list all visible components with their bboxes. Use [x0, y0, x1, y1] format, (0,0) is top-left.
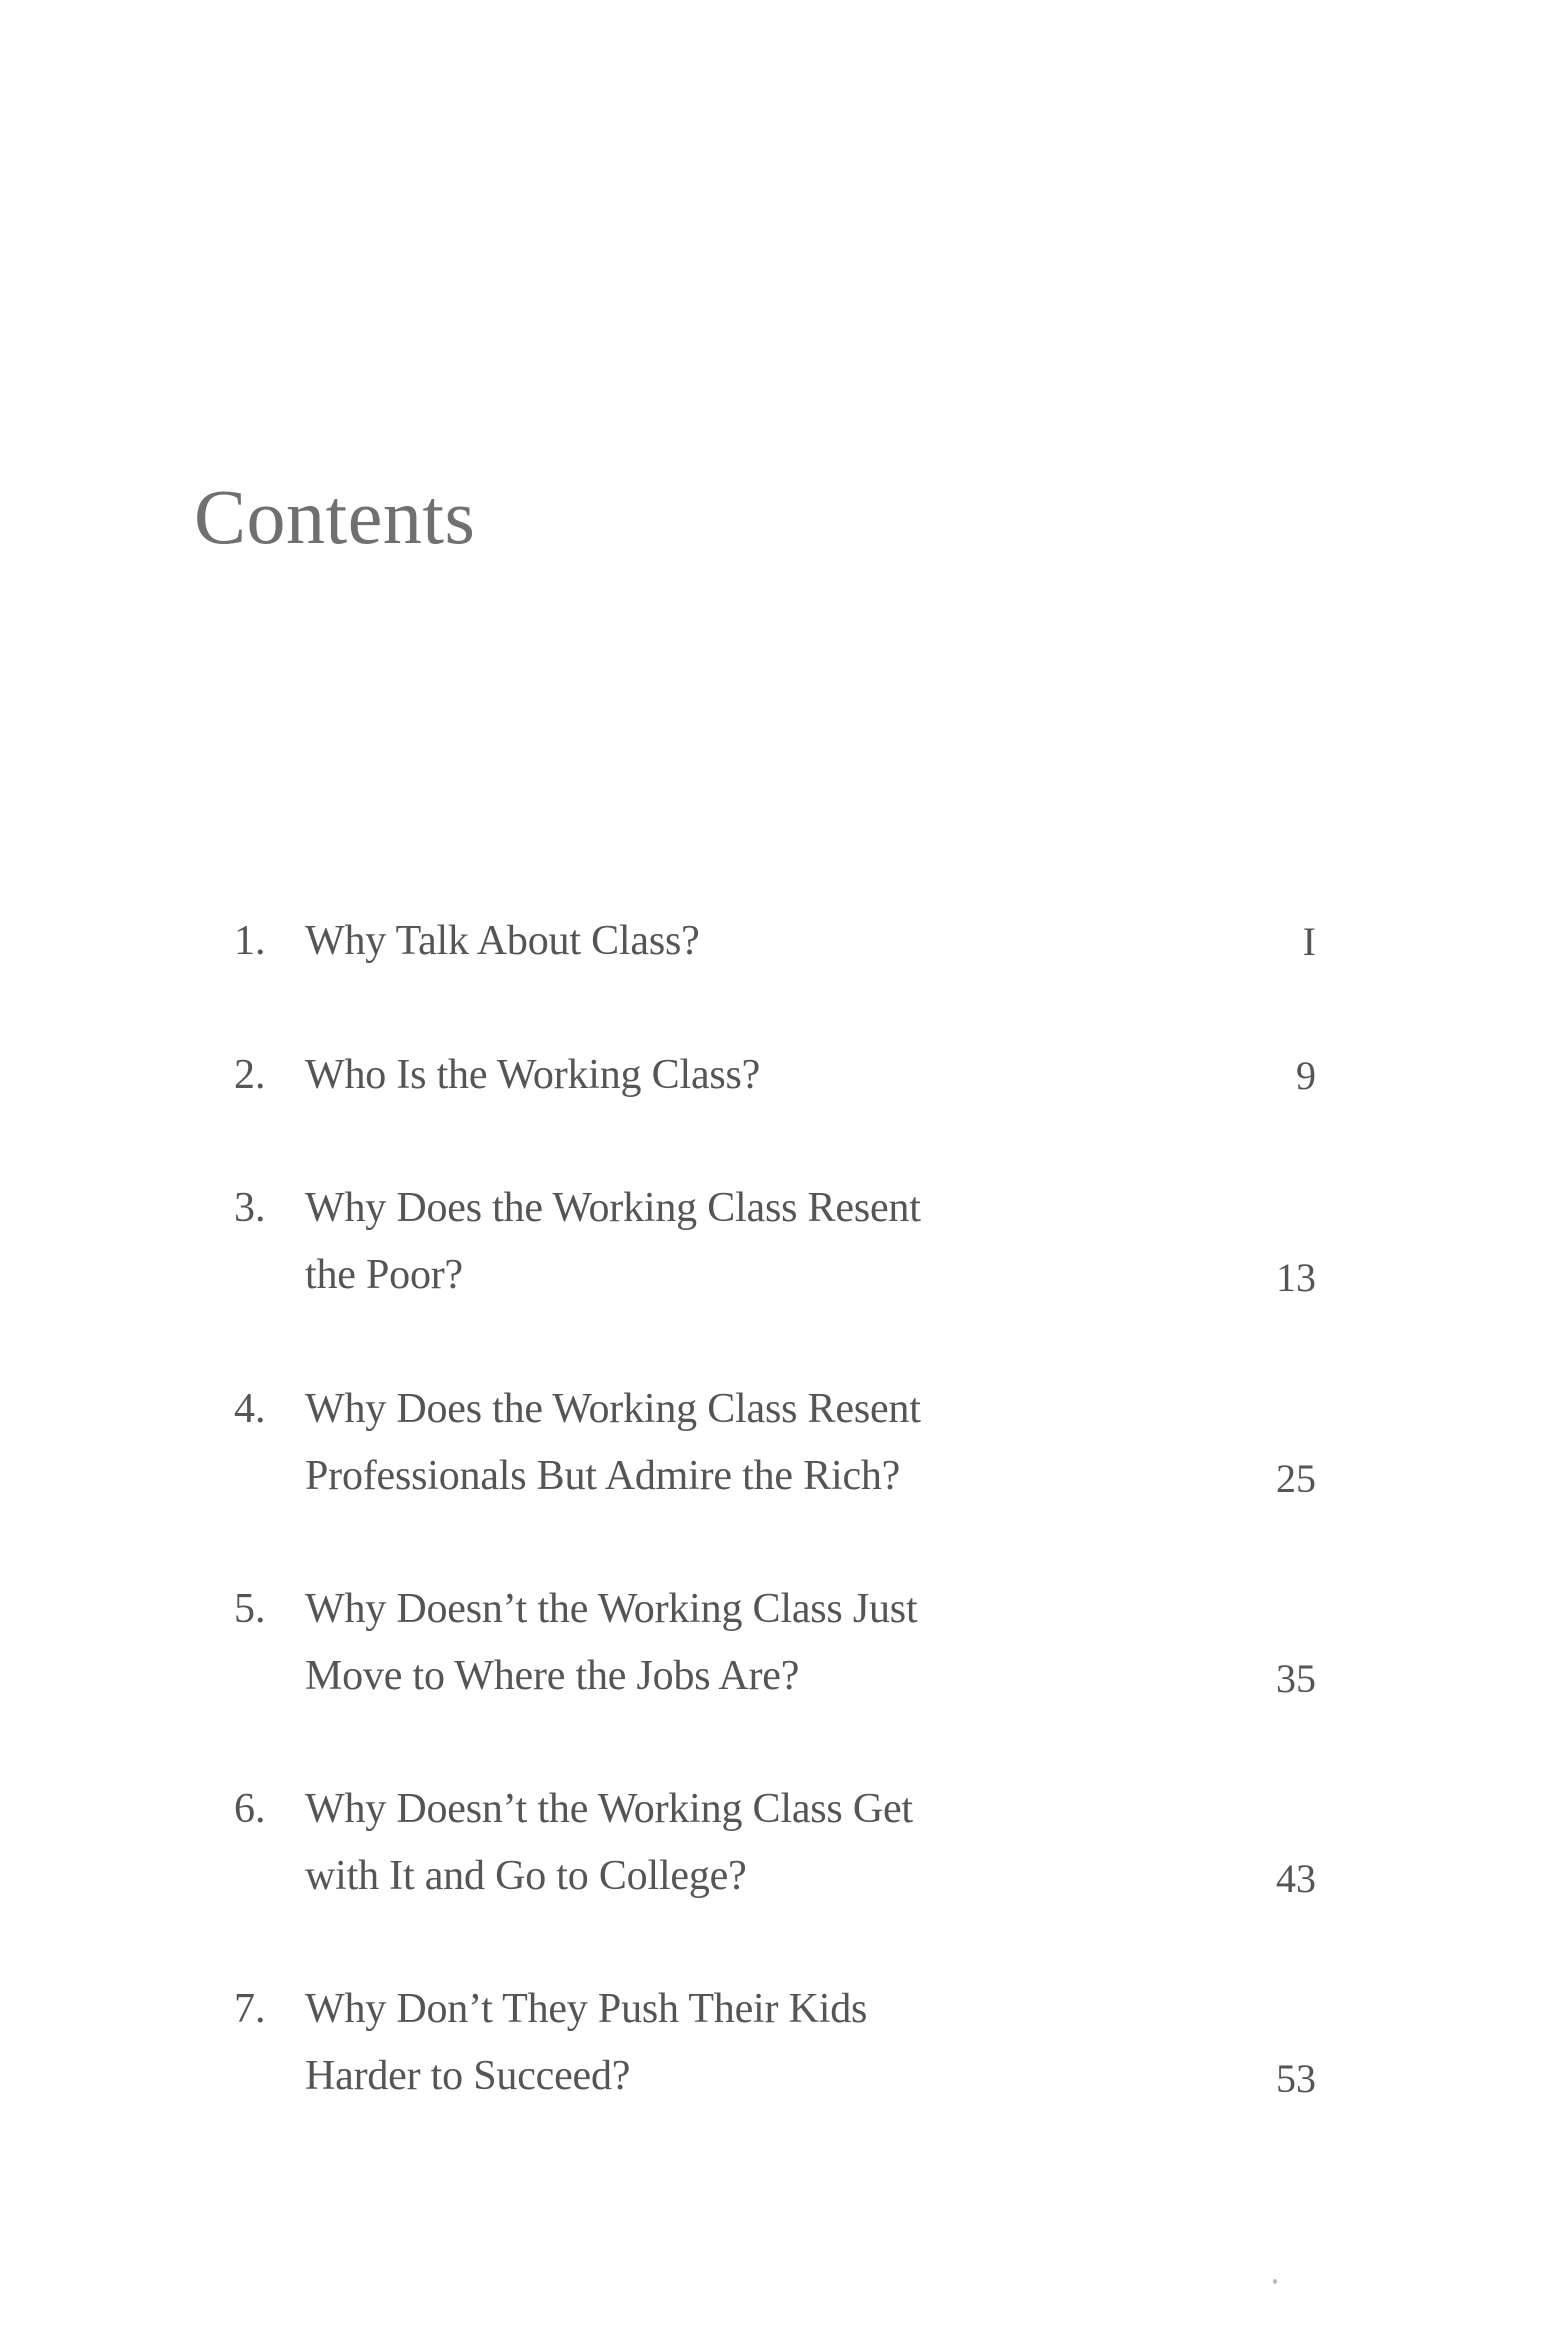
chapter-title-line: Why Talk About Class? [305, 918, 700, 964]
chapter-number: 6. [234, 1786, 266, 1832]
chapter-title [305, 1376, 1065, 1510]
chapter-title-line: Why Doesn’t the Working Class Get [305, 1786, 913, 1832]
chapter-title [305, 1776, 1065, 1910]
chapter-title [305, 1175, 1065, 1309]
chapter-title-line: Why Doesn’t the Working Class Just [305, 1586, 918, 1632]
page-number: 43 [1276, 1856, 1316, 1901]
chapter-title-line: Who Is the Working Class? [305, 1052, 761, 1098]
chapter-title-line: Professionals But Admire the Rich? [305, 1453, 901, 1499]
chapter-title [305, 1576, 1065, 1710]
page-number: 9 [1296, 1053, 1316, 1098]
chapter-title [305, 908, 1065, 975]
chapter-title-line: Why Don’t They Push Their Kids [305, 1986, 868, 2032]
chapter-number: 2. [234, 1052, 266, 1098]
page-title: Contents [194, 473, 476, 560]
chapter-title [305, 1042, 1065, 1109]
chapter-title-line: with It and Go to College? [305, 1853, 747, 1899]
chapter-title-line: the Poor? [305, 1252, 463, 1298]
chapter-title-line: Move to Where the Jobs Are? [305, 1653, 800, 1699]
chapter-number: 1. [234, 918, 266, 964]
page-number: I [1302, 919, 1316, 964]
chapter-title-line: Why Does the Working Class Resent [305, 1386, 921, 1432]
scan-speck [1273, 2279, 1277, 2284]
chapter-number: 5. [234, 1586, 266, 1632]
page-number: 13 [1276, 1255, 1316, 1300]
page-number: 53 [1276, 2056, 1316, 2101]
chapter-title-line: Why Does the Working Class Resent [305, 1185, 921, 1231]
chapter-title-line: Harder to Succeed? [305, 2053, 631, 2099]
chapter-number: 3. [234, 1185, 266, 1231]
page-number: 25 [1276, 1456, 1316, 1501]
chapter-number: 4. [234, 1386, 266, 1432]
page-number: 35 [1276, 1656, 1316, 1701]
chapter-title [305, 1976, 1065, 2110]
chapter-number: 7. [234, 1986, 266, 2032]
